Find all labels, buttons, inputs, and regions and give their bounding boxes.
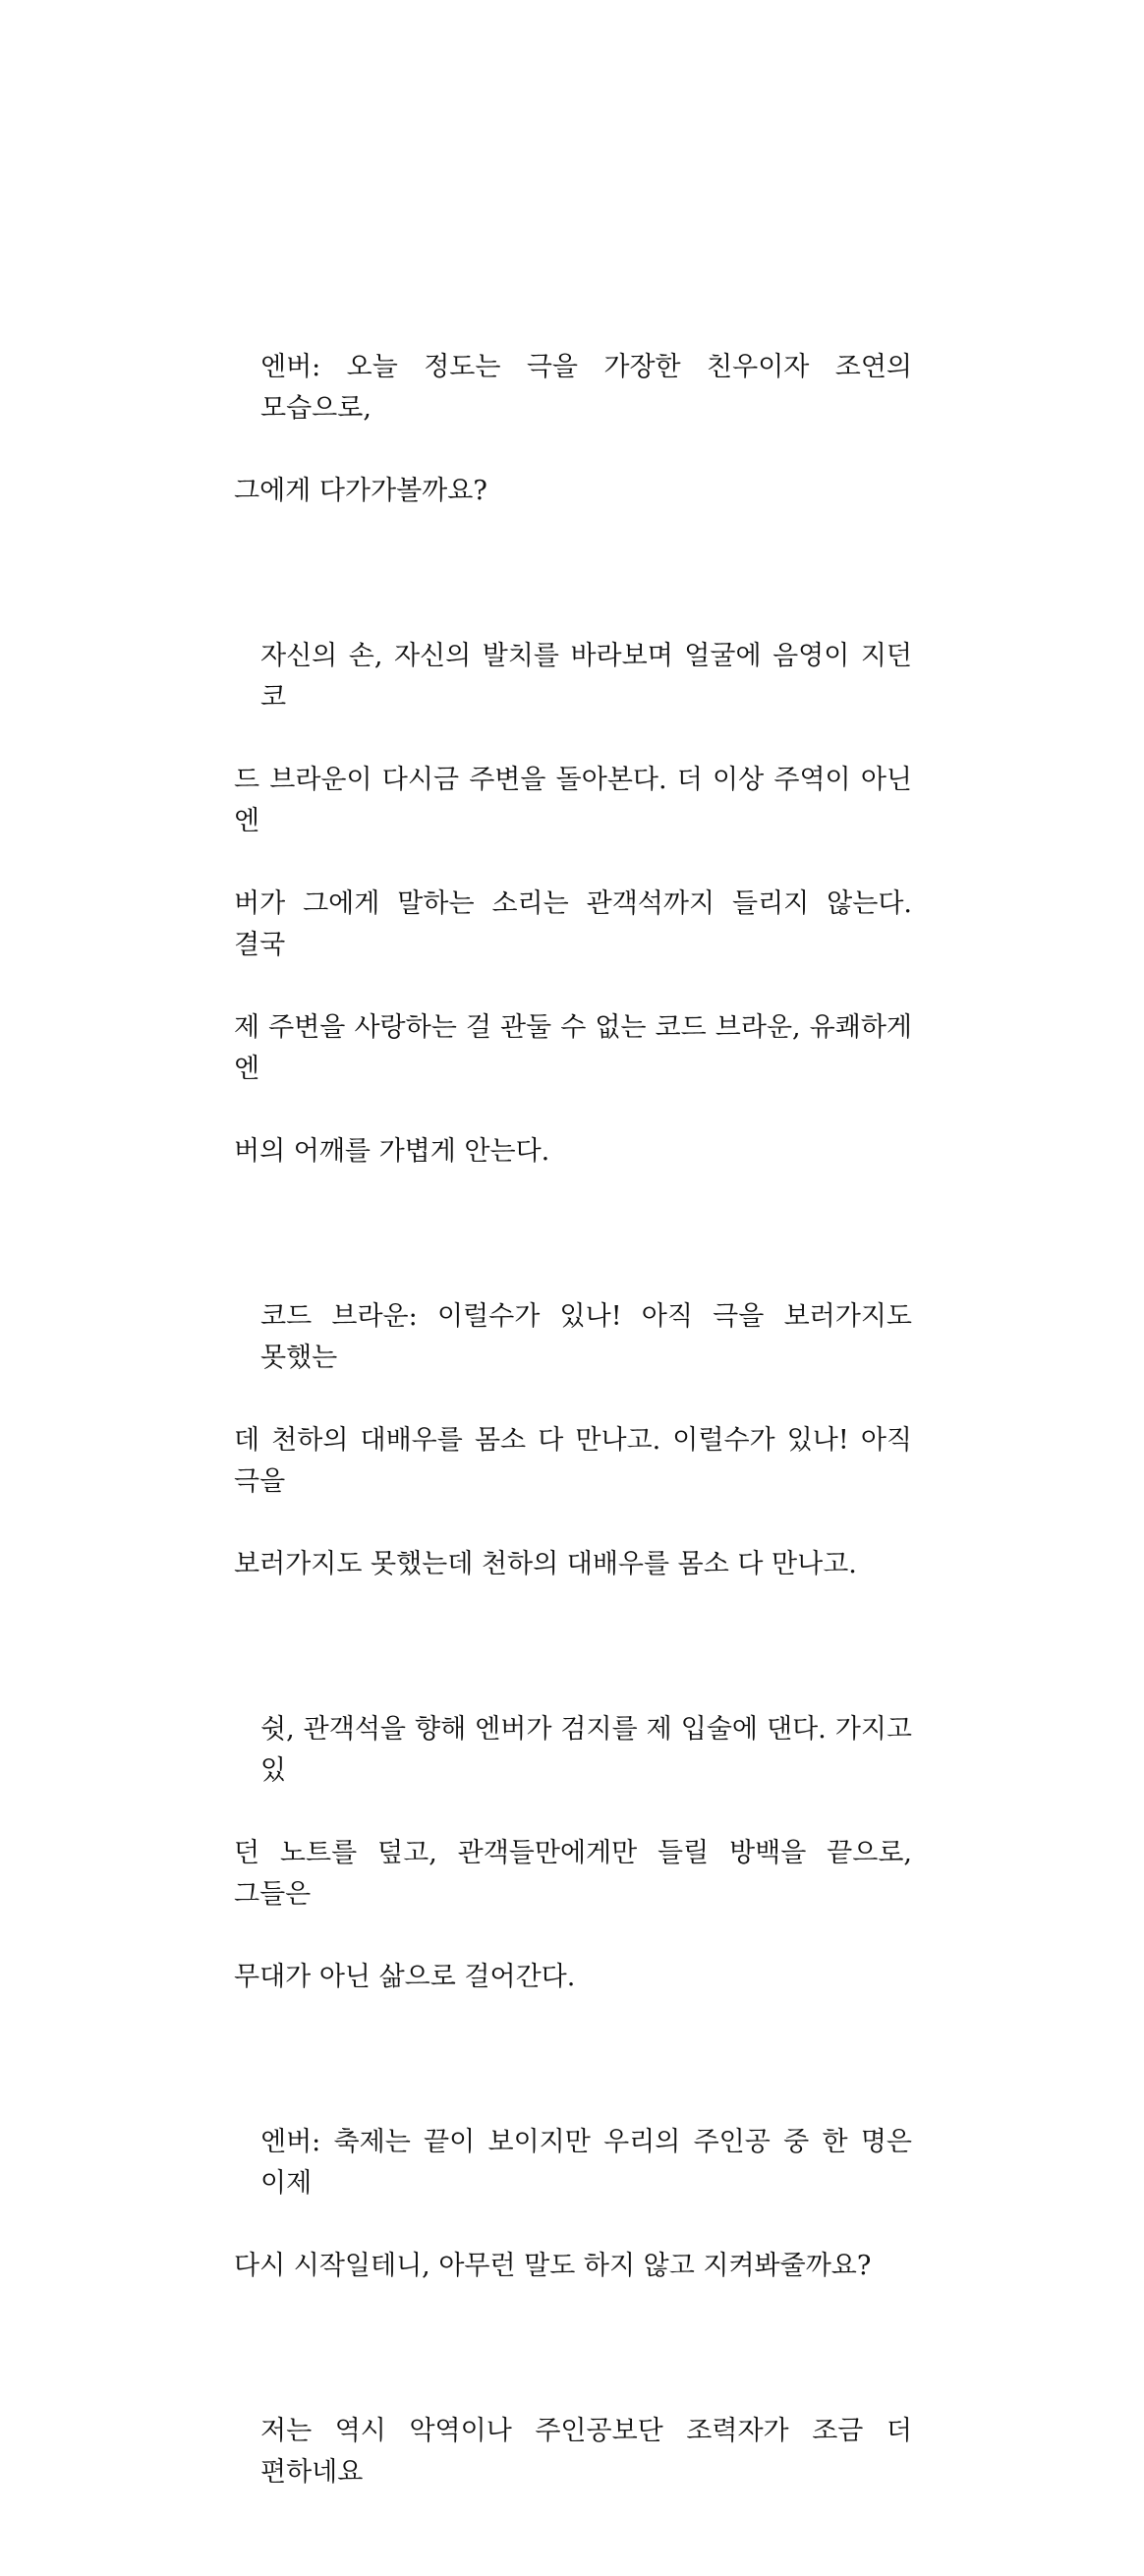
paragraph-code-brown-line [234,1255,912,1627]
text-line: 엔버: 오늘 정도는 극을 가장한 친우이자 조연의 모습으로, [260,352,912,424]
paragraph-ember-line-2 [234,2081,912,2328]
text-line: 그에게 다가가볼까요? [234,476,487,506]
text-line: 저는 역시 악역이나 주인공보단 조력자가 조금 더 편하네요 [260,2416,912,2488]
text-line: 엔버: 축제는 끝이 보이지만 우리의 주인공 중 한 명은 이제 [260,2127,912,2199]
text-line: 다시 시작일테니, 아무런 말도 하지 않고 지켜봐줄까요? [234,2251,872,2281]
paragraph-narration-1 [234,595,912,1214]
text-line: 쉿, 관객석을 향해 엔버가 검지를 제 입술에 댄다. 가지고 있 [260,1714,912,1786]
text-line: 버의 어깨를 가볍게 안는다. [234,1136,550,1167]
text-line: 버가 그에게 말하는 소리는 관객석까지 들리지 않는다. 결국 [234,888,912,960]
text-line: 데 천하의 대배우를 몸소 다 만나고. 이럴수가 있나! 아직 극을 [234,1425,912,1497]
text-line: 자신의 손, 자신의 발치를 바라보며 얼굴에 음영이 지던 코 [260,641,912,713]
text-line: 제 주변을 사랑하는 걸 관둘 수 없는 코드 브라운, 유쾌하게 엔 [234,1012,912,1084]
text-line: 코드 브라운: 이럴수가 있나! 아직 극을 보러가지도 못했는 [260,1301,912,1373]
paragraph-closing-note [234,2370,912,2535]
text-line: 드 브라운이 다시금 주변을 돌아본다. 더 이상 주역이 아닌 엔 [234,765,912,836]
text-line: 무대가 아닌 삶으로 걸어간다. [234,1962,576,1992]
text-line: 던 노트를 덮고, 관객들만에게만 들릴 방백을 끝으로, 그들은 [234,1838,912,1910]
paragraph-narration-2 [234,1668,912,2039]
paragraph-ember-line-1 [234,306,912,553]
document-body [234,306,912,2576]
text-line: 보러가지도 못했는데 천하의 대배우를 몸소 다 만나고. [234,1549,857,1579]
